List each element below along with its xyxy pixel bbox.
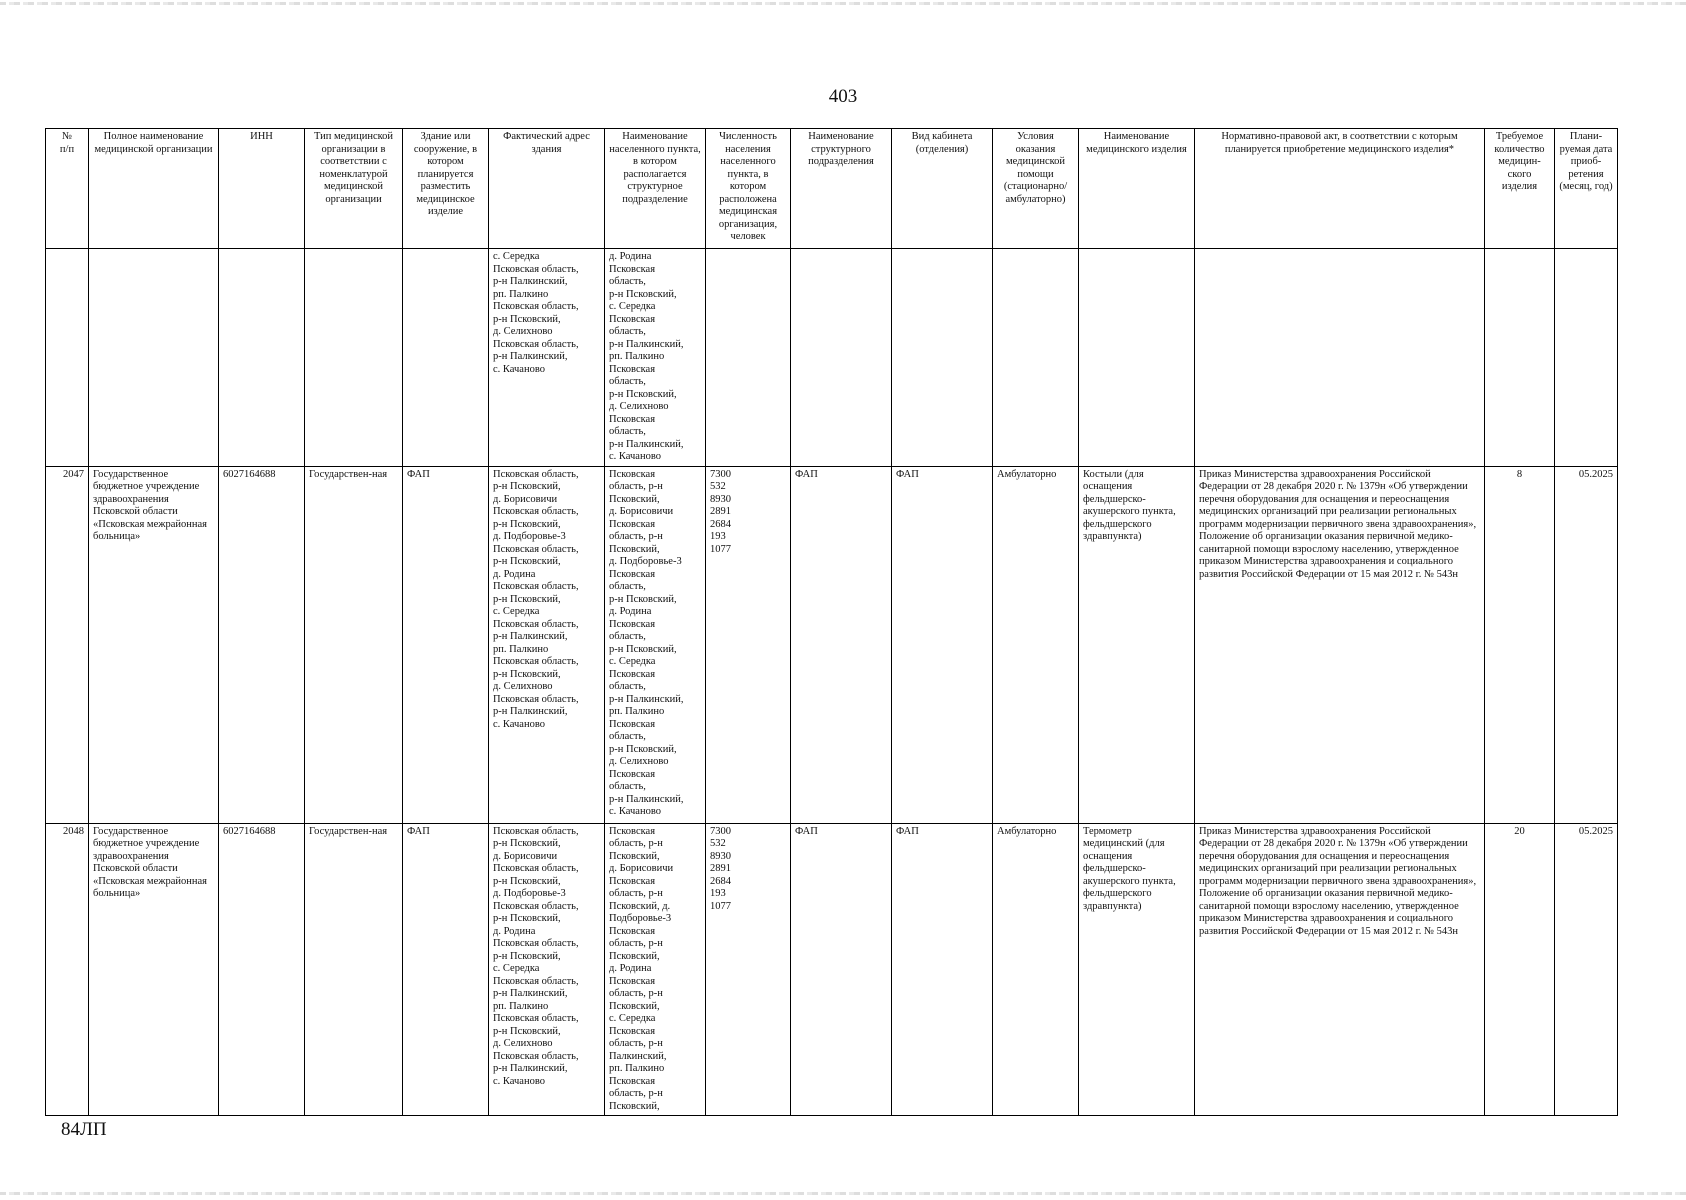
header-cell: ИНН (219, 129, 305, 249)
cell-building: ФАП (403, 466, 489, 823)
scan-bottom-edge (0, 1192, 1686, 1195)
header-cell: Требуемое количество медицин-ского изделия (1485, 129, 1555, 249)
cell-cabinet: ФАП (892, 823, 993, 1116)
cell-act: Приказ Министерства здравоохранения Российской Федерации от 28 декабря 2020 г. № 1379н «Об утверждении перечня оборудования для оснащения и переоснащения медицинских организаций при реализации региональных программ модернизации первичного звена здравоохранения», Положение об организации оказания первичной медико-санитарной помощи взрослому населению, утвержденное приказом Министерства здравоохранения и социального развития Российской Федерации от 15 мая 2012 г. № 543н (1195, 466, 1485, 823)
cell-building: ФАП (403, 823, 489, 1116)
cell-unit: ФАП (791, 823, 892, 1116)
cell-cabinet (892, 249, 993, 467)
cell-population (706, 249, 791, 467)
cell-population: 7300 532 8930 2891 2684 193 1077 (706, 466, 791, 823)
header-cell: Наименование населенного пункта, в котором располагается структурное подразделение (605, 129, 706, 249)
table-header-row (46, 129, 1618, 249)
cell-conditions: Амбулаторно (993, 823, 1079, 1116)
footer-code: 84ЛП (61, 1119, 107, 1140)
cell-act (1195, 249, 1485, 467)
cell-device (1079, 249, 1195, 467)
header-cell: Фактический адрес здания (489, 129, 605, 249)
cell-inn (219, 249, 305, 467)
header-cell: Плани-руемая дата приоб-ретения (месяц, год) (1555, 129, 1618, 249)
cell-date: 05.2025 (1555, 466, 1618, 823)
cell-population: 7300 532 8930 2891 2684 193 1077 (706, 823, 791, 1116)
cell-act: Приказ Министерства здравоохранения Российской Федерации от 28 декабря 2020 г. № 1379н «Об утверждении перечня оборудования для оснащения и переоснащения медицинских организаций при реализации региональных программ модернизации первичного звена здравоохранения», Положение об организации оказания первичной медико-санитарной помощи взрослому населению, утвержденное приказом Министерства здравоохранения и социального развития Российской Федерации от 15 мая 2012 г. № 543н (1195, 823, 1485, 1116)
cell-org (89, 249, 219, 467)
cell-type: Государствен-ная (305, 823, 403, 1116)
cell-inn: 6027164688 (219, 466, 305, 823)
cell-num: 2048 (46, 823, 89, 1116)
cell-conditions: Амбулаторно (993, 466, 1079, 823)
header-cell: № п/п (46, 129, 89, 249)
table-row (46, 823, 1618, 1116)
procurement-table (45, 128, 1618, 1116)
header-cell: Наименование структурного подразделения (791, 129, 892, 249)
cell-inn: 6027164688 (219, 823, 305, 1116)
cell-settlement: Псковская область, р-н Псковский, д. Борисовичи Псковская область, р-н Псковский, д. Подборовье-3 Псковская область, р-н Псковский, д. Родина Псковская область, р-н Псковский, с. Середка Псковская область, р-н Палкинский, рп. Палкино Псковская область, р-н Псковский, д. Селихново Псковская область, р-н Палкинский, с. Качаново (605, 466, 706, 823)
cell-address: Псковская область, р-н Псковский, д. Борисовичи Псковская область, р-н Псковский, д. Подборовье-3 Псковская область, р-н Псковский, д. Родина Псковская область, р-н Псковский, с. Середка Псковская область, р-н Палкинский, рп. Палкино Псковская область, р-н Псковский, д. Селихново Псковская область, р-н Палкинский, с. Качаново (489, 466, 605, 823)
cell-org: Государственное бюджетное учреждение здравоохранения Псковской области «Псковская межрайонная больница» (89, 466, 219, 823)
header-cell: Нормативно-правовой акт, в соответствии с которым планируется приобретение медицинского изделия* (1195, 129, 1485, 249)
header-cell: Численность населения населенного пункта, в котором расположена медицинская организация, человек (706, 129, 791, 249)
table-row (46, 249, 1618, 467)
cell-org: Государственное бюджетное учреждение здравоохранения Псковской области «Псковская межрайонная больница» (89, 823, 219, 1116)
cell-device: Термометр медицинский (для оснащения фельдшерско-акушерского пункта, фельдшерского здравпункта) (1079, 823, 1195, 1116)
cell-qty (1485, 249, 1555, 467)
cell-settlement: д. Родина Псковская область, р-н Псковский, с. Середка Псковская область, р-н Палкинский, рп. Палкино Псковская область, р-н Псковский, д. Селихново Псковская область, р-н Палкинский, с. Качаново (605, 249, 706, 467)
header-cell: Полное наименование медицинской организации (89, 129, 219, 249)
cell-date: 05.2025 (1555, 823, 1618, 1116)
cell-settlement: Псковская область, р-н Псковский, д. Борисовичи Псковская область, р-н Псковский, д. Подборовье-3 Псковская область, р-н Псковский, д. Родина Псковская область, р-н Псковский, с. Середка Псковская область, р-н Палкинский, рп. Палкино Псковская область, р-н Псковский, (605, 823, 706, 1116)
header-cell: Условия оказания медицинской помощи (стационарно/ амбулаторно) (993, 129, 1079, 249)
cell-type: Государствен-ная (305, 466, 403, 823)
cell-num: 2047 (46, 466, 89, 823)
scan-top-edge (0, 2, 1686, 5)
cell-unit: ФАП (791, 466, 892, 823)
cell-conditions (993, 249, 1079, 467)
cell-unit (791, 249, 892, 467)
header-cell: Здание или сооружение, в котором планируется разместить медицинское изделие (403, 129, 489, 249)
cell-qty: 20 (1485, 823, 1555, 1116)
header-cell: Вид кабинета (отделения) (892, 129, 993, 249)
header-cell: Тип медицинской организации в соответствии с номенклатурой медицинской организации (305, 129, 403, 249)
page-number: 403 (828, 86, 858, 107)
cell-device: Костыли (для оснащения фельдшерско-акушерского пункта, фельдшерского здравпункта) (1079, 466, 1195, 823)
cell-type (305, 249, 403, 467)
table-row (46, 466, 1618, 823)
cell-num (46, 249, 89, 467)
cell-qty: 8 (1485, 466, 1555, 823)
cell-address: с. Середка Псковская область, р-н Палкинский, рп. Палкино Псковская область, р-н Псковский, д. Селихново Псковская область, р-н Палкинский, с. Качаново (489, 249, 605, 467)
cell-building (403, 249, 489, 467)
cell-date (1555, 249, 1618, 467)
header-cell: Наименование медицинского изделия (1079, 129, 1195, 249)
cell-cabinet: ФАП (892, 466, 993, 823)
cell-address: Псковская область, р-н Псковский, д. Борисовичи Псковская область, р-н Псковский, д. Подборовье-3 Псковская область, р-н Псковский, д. Родина Псковская область, р-н Псковский, с. Середка Псковская область, р-н Палкинский, рп. Палкино Псковская область, р-н Псковский, д. Селихново Псковская область, р-н Палкинский, с. Качаново (489, 823, 605, 1116)
